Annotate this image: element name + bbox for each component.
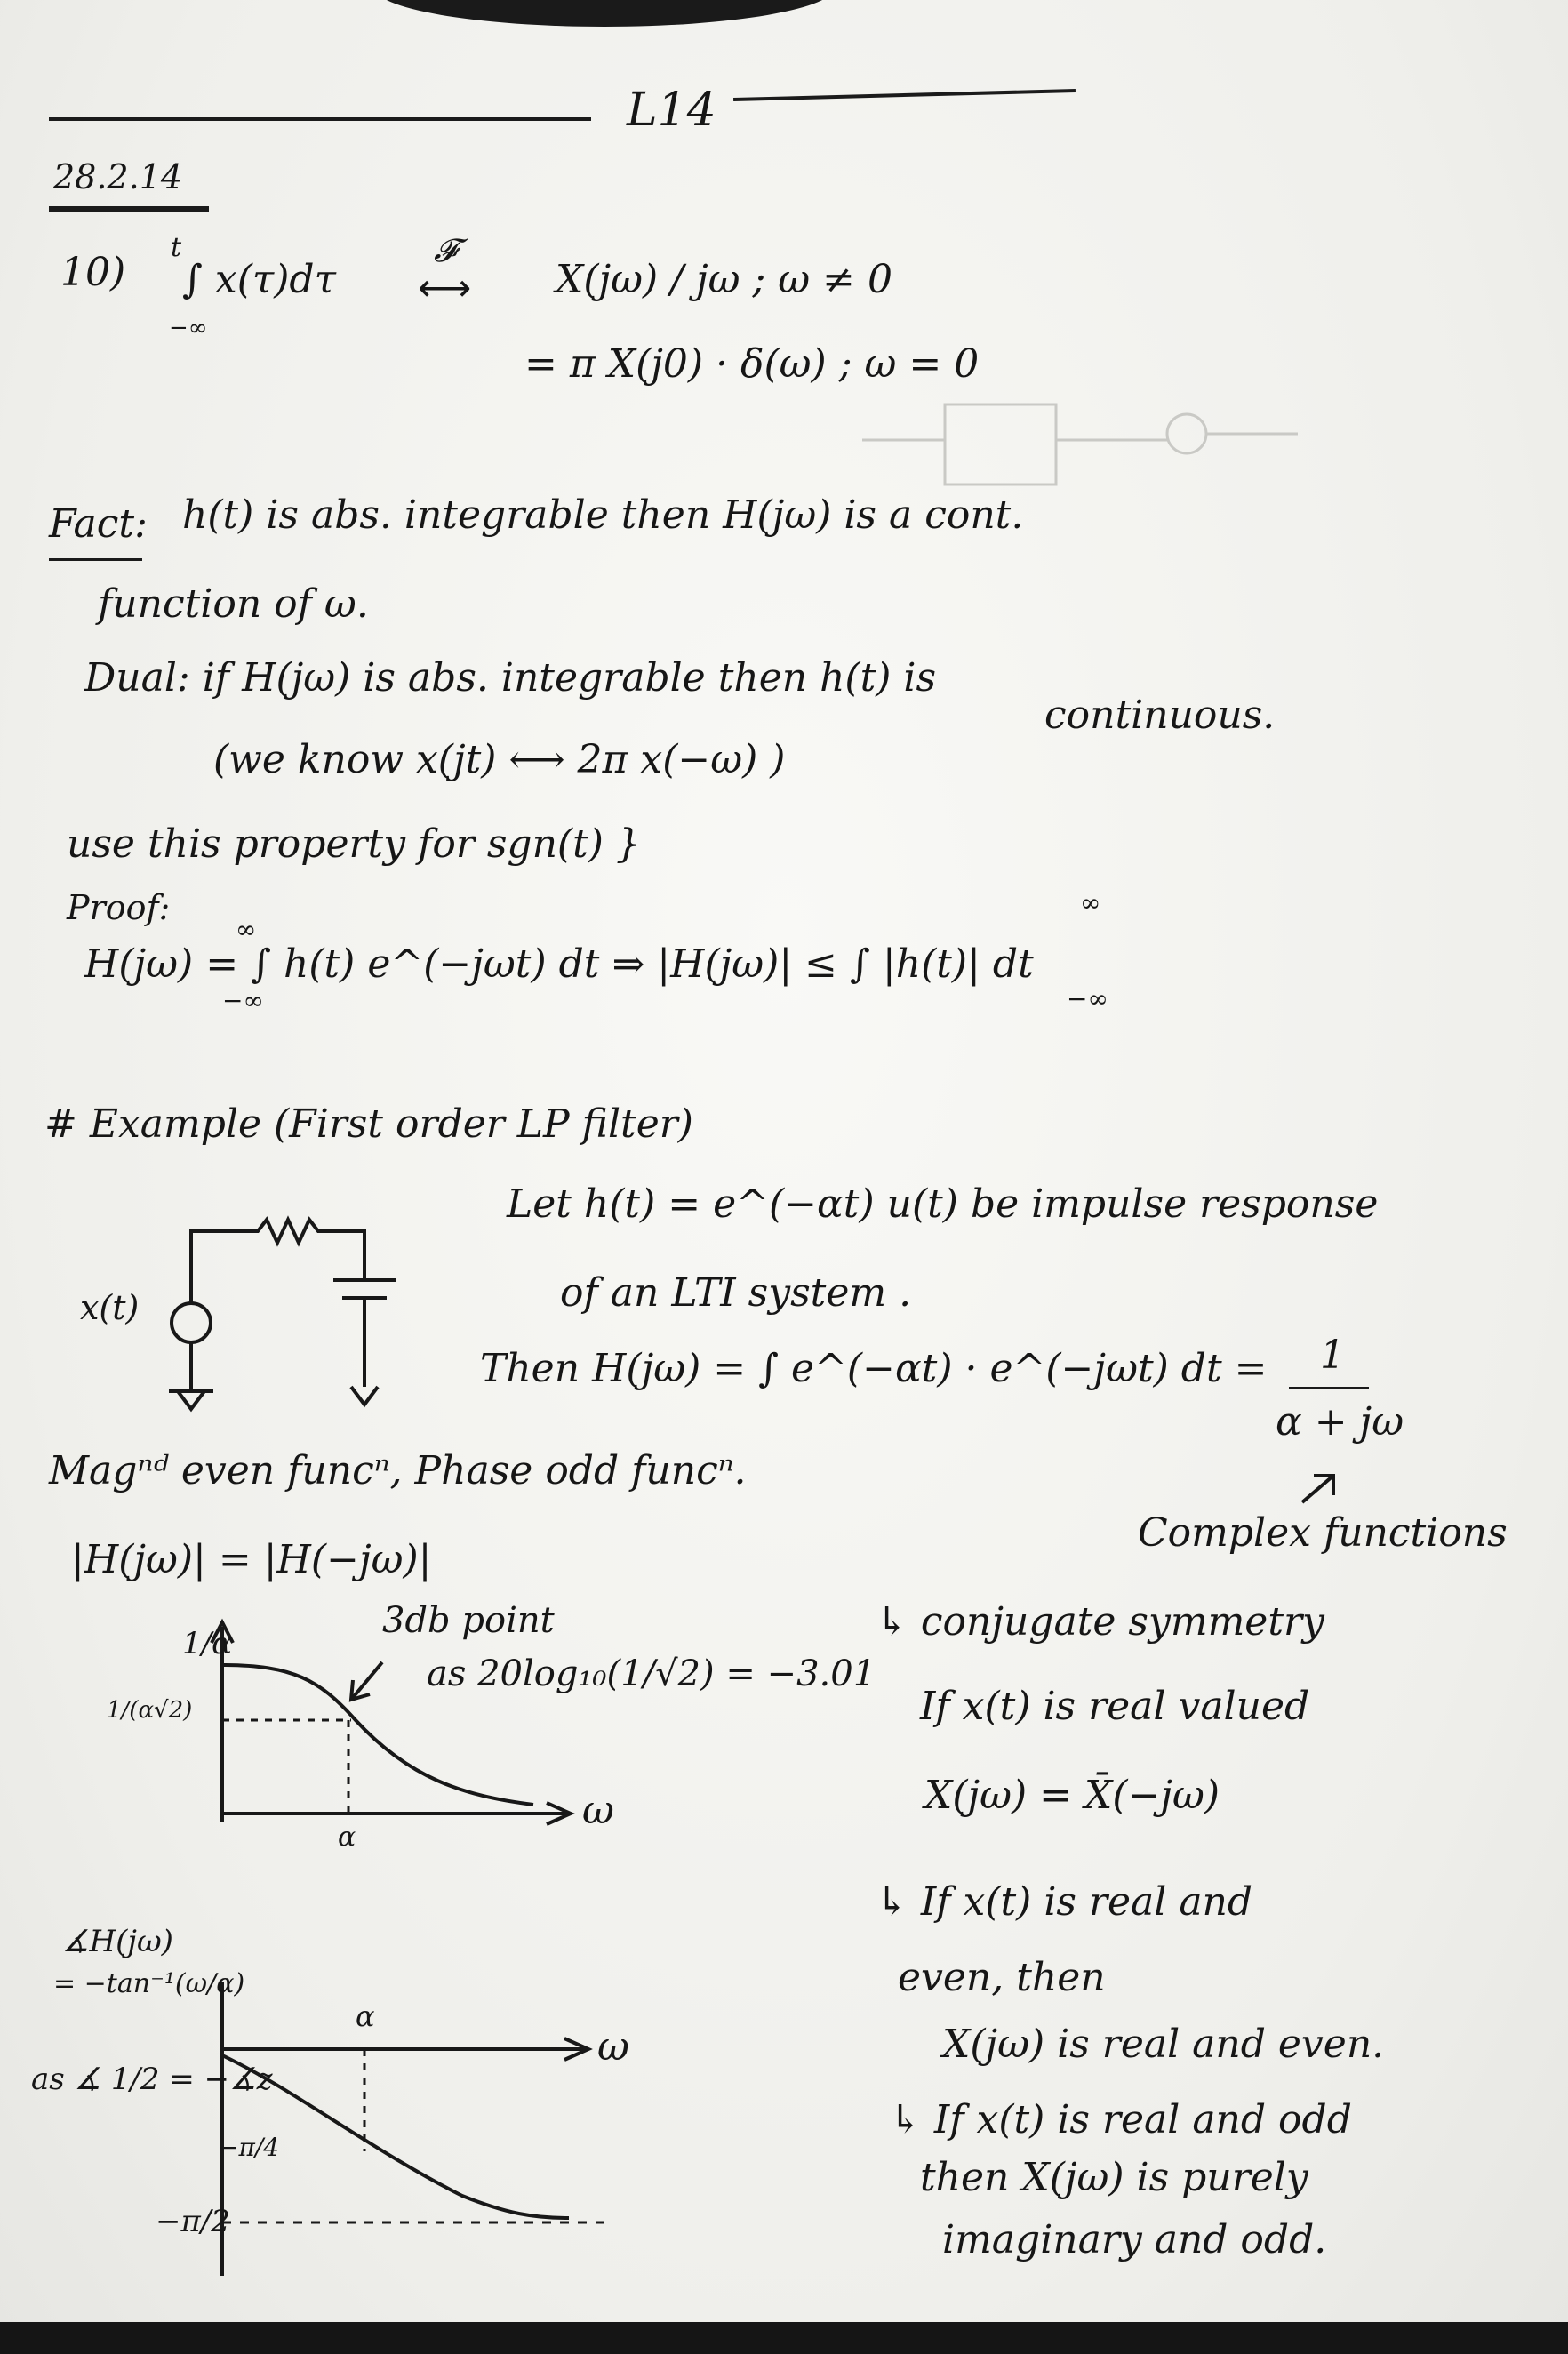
fourier-symbol: 𝓕 bbox=[434, 233, 458, 269]
example-heading: # Example (First order LP filter) bbox=[44, 1101, 693, 1147]
circuit-source-label: x(t) bbox=[80, 1288, 140, 1327]
phase-ylabel-1: ∡H(jω) bbox=[62, 1924, 173, 1959]
symmetry-8: then X(jω) is purely bbox=[920, 2155, 1308, 2200]
phase-note: as ∡ 1/2 = −∡z bbox=[31, 2062, 273, 2097]
result-numerator: 1 bbox=[1320, 1333, 1345, 1378]
bottom-shadow bbox=[0, 2322, 1568, 2354]
proof-label: Proof: bbox=[67, 888, 171, 927]
fact-text-1: h(t) is abs. integrable then H(jω) is a cont. bbox=[182, 492, 1024, 538]
symmetry-5: even, then bbox=[898, 1955, 1106, 2000]
mag-x-label: ω bbox=[582, 1788, 614, 1833]
mag-y-top: 1/α bbox=[182, 1626, 233, 1661]
integral-upper-limit: t bbox=[171, 232, 182, 263]
symmetry-2: If x(t) is real valued bbox=[920, 1684, 1310, 1729]
complex-functions: Complex functions bbox=[1138, 1510, 1508, 1556]
fact-label: Fact: bbox=[49, 501, 148, 547]
phase-x-label: ω bbox=[597, 2024, 629, 2070]
dual-text: Dual: if H(jω) is abs. integrable then h(t) is bbox=[84, 655, 937, 701]
phase-tick: −π/4 bbox=[218, 2133, 280, 2162]
phase-x-tick: α bbox=[356, 1999, 375, 2033]
inf-bottom-right: −∞ bbox=[1067, 984, 1108, 1013]
fact-text-2: function of ω. bbox=[98, 581, 369, 627]
integral-expression: ∫ x(τ)dτ bbox=[182, 257, 336, 302]
inf-top-right: ∞ bbox=[1080, 888, 1101, 917]
phase-plot bbox=[222, 1982, 613, 2276]
use-property: use this property for sgn(t) } bbox=[67, 821, 641, 867]
symmetry-1: ↳ conjugate symmetry bbox=[876, 1599, 1324, 1645]
known-relation: (we know x(jt) ⟷ 2π x(−ω) ) bbox=[213, 737, 786, 782]
phase-ylabel-2: = −tan⁻¹(ω/α) bbox=[53, 1968, 245, 1999]
dual-continuous: continuous. bbox=[1044, 693, 1276, 738]
symmetry-4: ↳ If x(t) is real and bbox=[876, 1879, 1253, 1925]
mag-phase-note: Magⁿᵈ even funcⁿ, Phase odd funcⁿ. bbox=[49, 1448, 747, 1493]
symmetry-3: X(jω) = X̄(−jω) bbox=[924, 1773, 1220, 1818]
inf-top: ∞ bbox=[236, 915, 257, 944]
mag-annotation-2: as 20log₁₀(1/√2) = −3.01 bbox=[427, 1653, 876, 1694]
property-rhs-1: X(jω) / jω ; ω ≠ 0 bbox=[556, 257, 893, 302]
mag-x-tick: α bbox=[338, 1822, 356, 1853]
property-rhs-2: = π X(j0) · δ(ω) ; ω = 0 bbox=[524, 341, 980, 387]
mag-annotation-1: 3db point bbox=[382, 1600, 555, 1641]
result-denominator: α + jω bbox=[1276, 1399, 1404, 1445]
inf-bottom: −∞ bbox=[222, 986, 264, 1015]
symmetry-6: X(jω) is real and even. bbox=[942, 2022, 1385, 2067]
rc-circuit bbox=[169, 1220, 1333, 1502]
fourier-arrow: ⟷ bbox=[418, 266, 472, 309]
symmetry-7: ↳ If x(t) is real and odd bbox=[889, 2097, 1352, 2142]
date: 28.2.14 bbox=[53, 157, 183, 196]
property-number: 10) bbox=[60, 250, 126, 295]
proof-equation: H(jω) = ∫ h(t) e^(−jωt) dt ⇒ |H(jω)| ≤ ∫ |h(t)| dt bbox=[84, 941, 1034, 987]
example-then: Then H(jω) = ∫ e^(−αt) · e^(−jωt) dt = bbox=[480, 1346, 1268, 1391]
magnitude-equation: |H(jω)| = |H(−jω)| bbox=[71, 1537, 432, 1582]
integral-lower-limit: −∞ bbox=[169, 315, 208, 341]
mag-y-mid: 1/(α√2) bbox=[107, 1697, 193, 1724]
phase-bottom: −π/2 bbox=[156, 2204, 230, 2239]
symmetry-9: imaginary and odd. bbox=[942, 2217, 1327, 2262]
example-let: Let h(t) = e^(−αt) u(t) be impulse response bbox=[507, 1181, 1379, 1227]
page-number: L14 bbox=[627, 84, 716, 137]
example-of-lti: of an LTI system . bbox=[560, 1270, 912, 1316]
